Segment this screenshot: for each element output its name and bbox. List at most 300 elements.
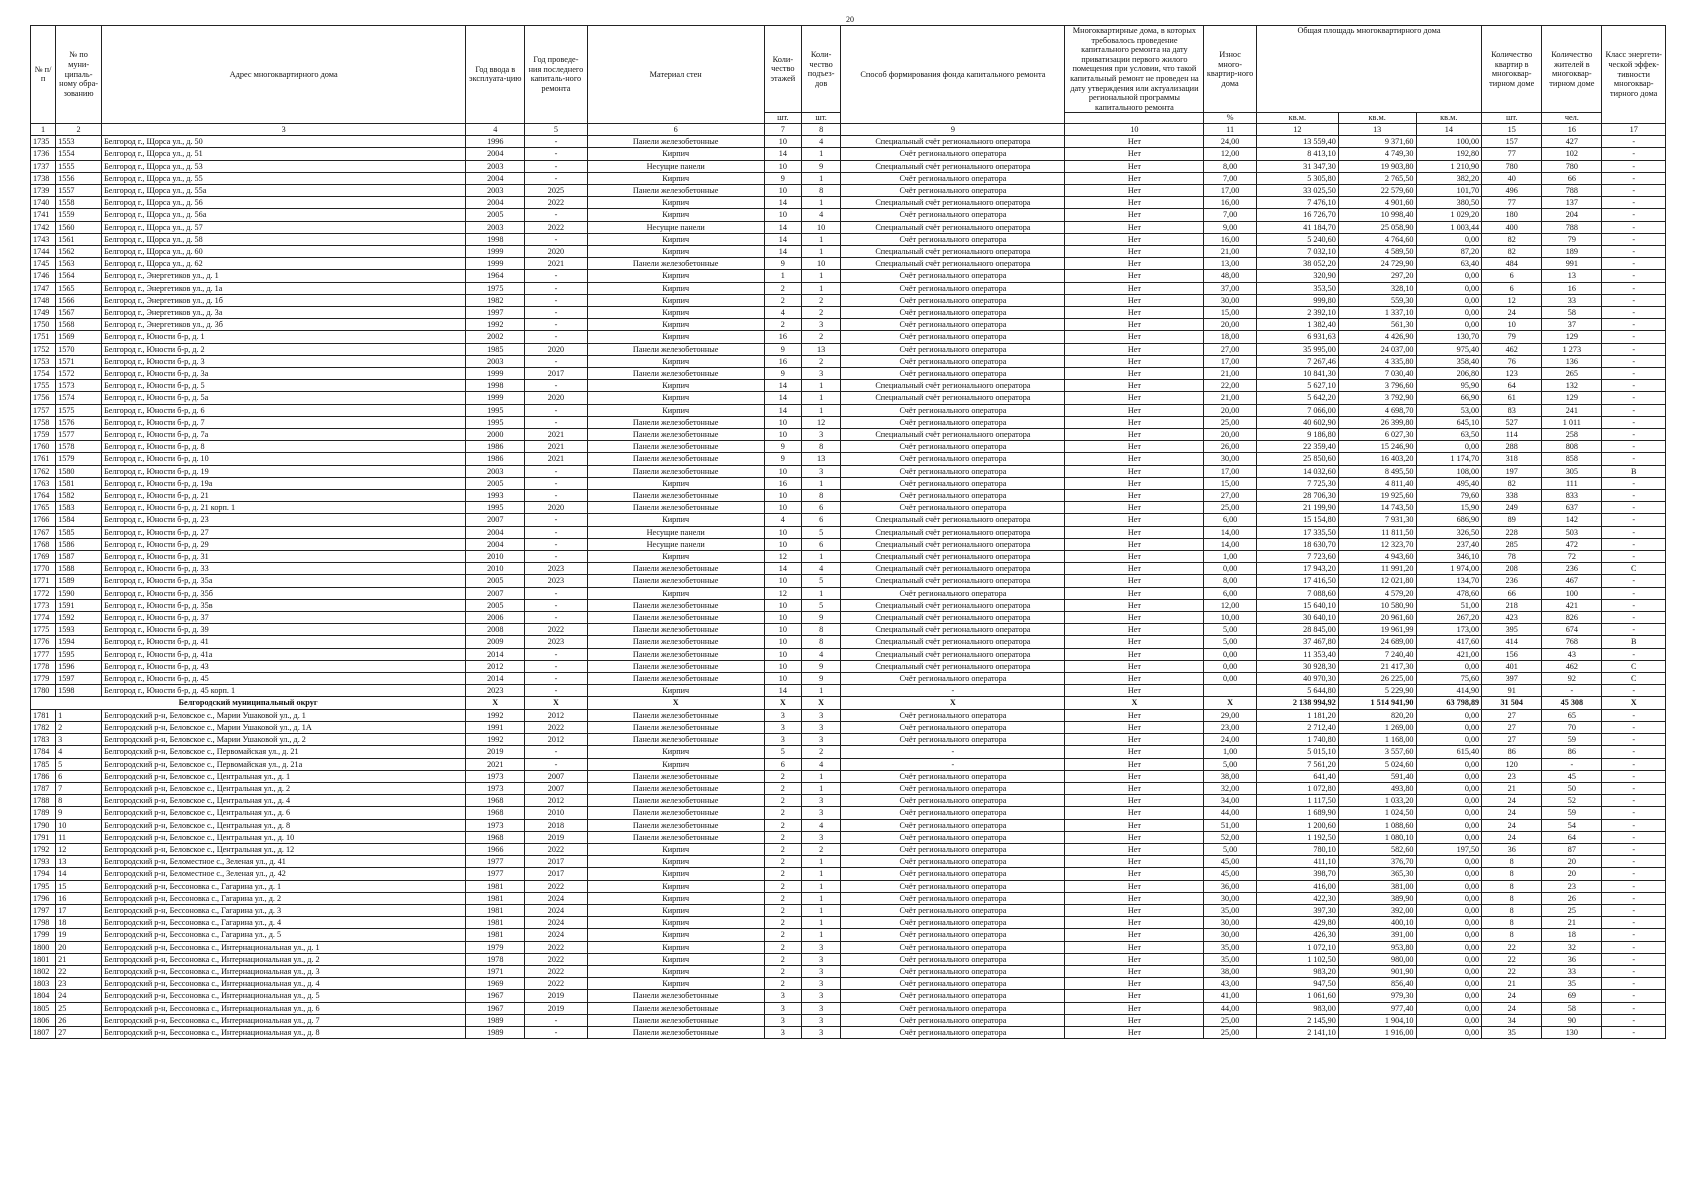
table-cell: 4 943,60 (1338, 551, 1416, 563)
table-cell: - (1602, 306, 1666, 318)
table-cell: 1 192,50 (1256, 831, 1338, 843)
table-cell: 1993 (466, 490, 525, 502)
table-cell: 1996 (466, 136, 525, 148)
table-cell: 3 (801, 965, 840, 977)
table-cell: Белгород г., Щорса ул., д. 51 (102, 148, 466, 160)
table-cell: 1 (801, 380, 840, 392)
table-cell: 25,00 (1204, 1026, 1256, 1038)
table-cell: 4 764,60 (1338, 233, 1416, 245)
table-cell: 23,00 (1204, 721, 1256, 733)
table-cell: Белгородский р-н, Бессоновка с., Интернациональная ул., д. 8 (102, 1026, 466, 1038)
table-cell: Несущие панели (587, 526, 764, 538)
table-cell: Белгород г., Щорса ул., д. 53 (102, 160, 466, 172)
table-cell: Нет (1065, 734, 1204, 746)
table-row (31, 392, 1666, 404)
table-row (31, 429, 1666, 441)
table-cell: - (1602, 197, 1666, 209)
table-cell: Кирпич (587, 758, 764, 770)
table-cell: 58 (1542, 1002, 1602, 1014)
table-cell: 10 (764, 160, 801, 172)
table-cell: 10 (764, 648, 801, 660)
table-cell: 2 (764, 929, 801, 941)
table-cell: 478,60 (1416, 587, 1482, 599)
table-cell: 1738 (31, 172, 56, 184)
table-cell: - (525, 685, 587, 697)
table-cell: - (1602, 245, 1666, 257)
table-cell: - (1602, 1014, 1666, 1026)
table-cell: 2022 (525, 624, 587, 636)
table-cell: 0,00 (1204, 673, 1256, 685)
table-cell: 2 (764, 843, 801, 855)
table-cell: 19 925,60 (1338, 490, 1416, 502)
table-row (31, 624, 1666, 636)
table-cell: 1981 (466, 880, 525, 892)
table-cell: 1971 (466, 965, 525, 977)
table-cell: Нет (1065, 636, 1204, 648)
table-cell: 285 (1482, 538, 1542, 550)
table-cell: 63,40 (1416, 258, 1482, 270)
table-cell: 2023 (525, 575, 587, 587)
table-cell: Нет (1065, 209, 1204, 221)
table-cell: 5 (801, 599, 840, 611)
table-cell: 3 (764, 709, 801, 721)
table-cell: - (1602, 758, 1666, 770)
table-cell: Кирпич (587, 514, 764, 526)
table-cell: 2017 (525, 868, 587, 880)
table-cell: 12,00 (1204, 148, 1256, 160)
header-fund-method: Способ формирования фонда капитального ремонта (841, 26, 1065, 124)
table-cell: Нет (1065, 172, 1204, 184)
table-cell: 34,00 (1204, 795, 1256, 807)
table-cell: Белгород г., Юности б-р, д. 23 (102, 514, 466, 526)
table-cell: 1 029,20 (1416, 209, 1482, 221)
table-cell: 1975 (466, 282, 525, 294)
table-cell: - (525, 233, 587, 245)
table-cell: 61 (1482, 392, 1542, 404)
table-cell: - (525, 587, 587, 599)
table-cell: Панели железобетонные (587, 709, 764, 721)
table-cell: Счёт регионального оператора (841, 306, 1065, 318)
table-cell: 22 (1482, 965, 1542, 977)
table-cell: 9,00 (1204, 221, 1256, 233)
table-cell: Панели железобетонные (587, 782, 764, 794)
table-cell: 5,00 (1204, 624, 1256, 636)
table-cell: 40 602,90 (1256, 416, 1338, 428)
table-cell: Нет (1065, 355, 1204, 367)
table-cell: 2 (801, 746, 840, 758)
summary-cell: Х (1065, 697, 1204, 709)
table-cell: Панели железобетонные (587, 599, 764, 611)
header-area-group: Общая площадь многоквартирного дома (1256, 26, 1481, 113)
table-cell: 11 353,40 (1256, 648, 1338, 660)
table-cell: 1 174,70 (1416, 453, 1482, 465)
table-cell: 59 (1542, 734, 1602, 746)
table-cell: 1784 (31, 746, 56, 758)
table-cell: Счёт регионального оператора (841, 172, 1065, 184)
table-cell: 6 (764, 758, 801, 770)
table-cell: 1 689,90 (1256, 807, 1338, 819)
table-cell: 6 (801, 502, 840, 514)
table-cell: 41,00 (1204, 990, 1256, 1002)
table-cell: Белгородский р-н, Беловское с., Центральная ул., д. 4 (102, 795, 466, 807)
table-cell: 1995 (466, 404, 525, 416)
table-cell: 2020 (525, 343, 587, 355)
table-cell: Нет (1065, 673, 1204, 685)
table-cell: Белгородский р-н, Бессоновка с., Интернациональная ул., д. 4 (102, 978, 466, 990)
table-cell: 2024 (525, 892, 587, 904)
table-cell: 16 (764, 355, 801, 367)
table-cell: 1999 (466, 245, 525, 257)
table-cell: 2019 (466, 746, 525, 758)
table-cell: 1768 (31, 538, 56, 550)
table-cell: 21 (56, 953, 102, 965)
table-cell: 674 (1542, 624, 1602, 636)
table-cell: 20 (1542, 868, 1602, 880)
table-cell: Панели железобетонные (587, 795, 764, 807)
table-cell: 4 589,50 (1338, 245, 1416, 257)
summary-cell: Х (587, 697, 764, 709)
table-cell: 1999 (466, 258, 525, 270)
table-cell: 8 (1482, 880, 1542, 892)
table-cell: - (525, 148, 587, 160)
table-cell: Счёт регионального оператора (841, 319, 1065, 331)
table-cell: - (525, 294, 587, 306)
table-cell: 28 706,30 (1256, 490, 1338, 502)
table-cell: 2 (764, 831, 801, 843)
table-cell: 137 (1542, 197, 1602, 209)
table-cell: Белгород г., Щорса ул., д. 55 (102, 172, 466, 184)
table-cell: 395 (1482, 624, 1542, 636)
table-cell: 8 (801, 624, 840, 636)
table-cell: 2023 (466, 685, 525, 697)
table-cell: 10 (1482, 319, 1542, 331)
table-cell: Счёт регионального оператора (841, 331, 1065, 343)
table-cell: 38,00 (1204, 965, 1256, 977)
table-cell: 833 (1542, 490, 1602, 502)
table-cell: 1 088,60 (1338, 819, 1416, 831)
table-cell: Нет (1065, 245, 1204, 257)
table-row (31, 490, 1666, 502)
table-cell: - (525, 526, 587, 538)
table-cell: 6 (56, 770, 102, 782)
table-cell: 305 (1542, 465, 1602, 477)
table-cell: 0,00 (1416, 782, 1482, 794)
table-cell: Нет (1065, 807, 1204, 819)
table-cell: 17 (56, 904, 102, 916)
table-cell: 6 (801, 538, 840, 550)
table-cell: 1788 (31, 795, 56, 807)
table-cell: 1554 (56, 148, 102, 160)
table-cell: 10 (764, 636, 801, 648)
table-row (31, 807, 1666, 819)
table-cell: 8 (1482, 856, 1542, 868)
table-cell: 2 (801, 294, 840, 306)
table-cell: 10 998,40 (1338, 209, 1416, 221)
table-cell: 2 392,10 (1256, 306, 1338, 318)
table-cell: 10 (764, 209, 801, 221)
table-cell: Счёт регионального оператора (841, 880, 1065, 892)
table-cell: Кирпич (587, 294, 764, 306)
table-cell: Нет (1065, 563, 1204, 575)
table-cell: 12,00 (1204, 599, 1256, 611)
table-cell: 86 (1542, 746, 1602, 758)
table-cell: Кирпич (587, 929, 764, 941)
table-row (31, 868, 1666, 880)
table-cell: 5 015,10 (1256, 746, 1338, 758)
column-number: 9 (841, 123, 1065, 135)
table-cell: 9 (764, 172, 801, 184)
table-cell: 1576 (56, 416, 102, 428)
table-cell: 2002 (466, 331, 525, 343)
table-cell: Специальный счёт регионального оператора (841, 160, 1065, 172)
table-cell: 8 413,10 (1256, 148, 1338, 160)
table-cell: 979,30 (1338, 990, 1416, 1002)
table-cell: 82 (1482, 477, 1542, 489)
table-cell: Белгород г., Юности б-р, д. 37 (102, 612, 466, 624)
table-cell: Нет (1065, 294, 1204, 306)
table-cell: 3 (764, 721, 801, 733)
table-cell: 2021 (525, 258, 587, 270)
table-cell: 4 (764, 514, 801, 526)
table-row (31, 734, 1666, 746)
table-cell: 132 (1542, 380, 1602, 392)
table-cell: Нет (1065, 380, 1204, 392)
table-cell: 1591 (56, 599, 102, 611)
table-cell: 1589 (56, 575, 102, 587)
table-cell: 2 (764, 782, 801, 794)
table-cell: 2 (764, 319, 801, 331)
table-cell: Счёт регионального оператора (841, 209, 1065, 221)
table-cell: 1578 (56, 441, 102, 453)
table-cell: 0,00 (1416, 709, 1482, 721)
table-cell: 6 027,30 (1338, 429, 1416, 441)
table-cell: 24 (1482, 795, 1542, 807)
table-cell: 411,10 (1256, 856, 1338, 868)
table-cell: Кирпич (587, 306, 764, 318)
table-cell: 4 (801, 563, 840, 575)
table-row (31, 184, 1666, 196)
table-cell: - (1602, 343, 1666, 355)
table-cell: Белгородский р-н, Беловское с., Центральная ул., д. 12 (102, 843, 466, 855)
table-cell: 14 (764, 392, 801, 404)
table-row (31, 1002, 1666, 1014)
table-cell: - (1602, 282, 1666, 294)
table-cell: 50 (1542, 782, 1602, 794)
table-cell: - (1602, 843, 1666, 855)
table-cell: 338 (1482, 490, 1542, 502)
table-cell: 45,00 (1204, 868, 1256, 880)
table-cell: 9 (801, 160, 840, 172)
table-cell: 3 (56, 734, 102, 746)
table-cell: Белгород г., Энергетиков ул., д. 1а (102, 282, 466, 294)
table-cell: 416,00 (1256, 880, 1338, 892)
table-cell: Белгород г., Юности б-р, д. 3 (102, 355, 466, 367)
table-cell: 1 (801, 770, 840, 782)
table-cell: 1992 (466, 709, 525, 721)
table-row (31, 258, 1666, 270)
table-cell: - (525, 209, 587, 221)
table-cell: - (1602, 978, 1666, 990)
table-cell: 197 (1482, 465, 1542, 477)
table-row (31, 843, 1666, 855)
table-cell: 7 725,30 (1256, 477, 1338, 489)
table-cell: 14 (764, 563, 801, 575)
table-row (31, 795, 1666, 807)
header-floors: Коли-чество этажей (764, 26, 801, 113)
table-cell: 1740 (31, 197, 56, 209)
table-cell: 36,00 (1204, 880, 1256, 892)
table-row (31, 270, 1666, 282)
table-cell: 1798 (31, 917, 56, 929)
table-cell: - (525, 465, 587, 477)
table-cell: Нет (1065, 685, 1204, 697)
table-cell: 1574 (56, 392, 102, 404)
table-cell: 21 (1482, 782, 1542, 794)
table-row (31, 136, 1666, 148)
table-cell: - (525, 1026, 587, 1038)
table-cell: 7 088,60 (1256, 587, 1338, 599)
table-cell: 10 (764, 538, 801, 550)
table-cell: - (1602, 770, 1666, 782)
table-cell: - (525, 599, 587, 611)
table-cell: Белгород г., Энергетиков ул., д. 3а (102, 306, 466, 318)
table-cell: Счёт регионального оператора (841, 721, 1065, 733)
table-cell: 641,40 (1256, 770, 1338, 782)
table-cell: 2012 (525, 795, 587, 807)
table-cell: 31 347,30 (1256, 160, 1338, 172)
table-cell: 0,00 (1416, 917, 1482, 929)
table-header (31, 26, 1666, 124)
summary-cell: 63 798,89 (1416, 697, 1482, 709)
table-cell: 236 (1542, 563, 1602, 575)
table-cell: 86 (1482, 746, 1542, 758)
table-row (31, 953, 1666, 965)
table-cell: 8 (1482, 868, 1542, 880)
table-cell: 382,20 (1416, 172, 1482, 184)
table-cell: 4 (801, 648, 840, 660)
table-cell: Нет (1065, 368, 1204, 380)
table-cell: Нет (1065, 392, 1204, 404)
table-cell: 400 (1482, 221, 1542, 233)
table-cell: Кирпич (587, 477, 764, 489)
table-cell: 1992 (466, 319, 525, 331)
table-cell: 1787 (31, 782, 56, 794)
table-cell: 0,00 (1416, 831, 1482, 843)
table-cell: 1597 (56, 673, 102, 685)
table-cell: Нет (1065, 1002, 1204, 1014)
table-cell: 1746 (31, 270, 56, 282)
table-cell: 1,00 (1204, 746, 1256, 758)
table-cell: 12 021,80 (1338, 575, 1416, 587)
table-cell: 1 102,50 (1256, 953, 1338, 965)
table-cell: Счёт регионального оператора (841, 416, 1065, 428)
table-cell: Панели железобетонные (587, 453, 764, 465)
table-cell: 40 (1482, 172, 1542, 184)
table-cell: 365,30 (1338, 868, 1416, 880)
table-cell: 6 931,63 (1256, 331, 1338, 343)
table-cell: 397 (1482, 673, 1542, 685)
table-cell: 12 (801, 416, 840, 428)
table-cell: 0,00 (1416, 721, 1482, 733)
table-cell: 33 (1542, 294, 1602, 306)
table-cell: 1 (801, 551, 840, 563)
table-cell: 0,00 (1416, 953, 1482, 965)
table-cell: 1567 (56, 306, 102, 318)
table-cell: 901,90 (1338, 965, 1416, 977)
table-cell: 189 (1542, 245, 1602, 257)
table-cell: 37 (1542, 319, 1602, 331)
table-cell: 10 (764, 416, 801, 428)
table-cell: Белгород г., Юности б-р, д. 41 (102, 636, 466, 648)
table-cell: 582,60 (1338, 843, 1416, 855)
table-cell: 5 024,60 (1338, 758, 1416, 770)
table-cell: 52,00 (1204, 831, 1256, 843)
table-cell: Счёт регионального оператора (841, 856, 1065, 868)
table-cell: 1981 (466, 892, 525, 904)
table-cell: Специальный счёт регионального оператора (841, 612, 1065, 624)
table-cell: 3 (801, 319, 840, 331)
table-cell: - (525, 477, 587, 489)
table-cell: 4 698,70 (1338, 404, 1416, 416)
table-cell: 2005 (466, 477, 525, 489)
table-cell: 1964 (466, 270, 525, 282)
table-cell: 192,80 (1416, 148, 1482, 160)
table-cell: 1998 (466, 380, 525, 392)
table-cell: - (1602, 502, 1666, 514)
table-cell: - (1602, 624, 1666, 636)
table-row (31, 477, 1666, 489)
table-cell: 66 (1482, 587, 1542, 599)
table-cell: 1573 (56, 380, 102, 392)
table-cell: 1556 (56, 172, 102, 184)
table-cell: 101,70 (1416, 184, 1482, 196)
table-cell: 10 (764, 465, 801, 477)
table-row (31, 917, 1666, 929)
header-repair-required: Многоквартирные дома, в которых требовалось проведение капитального ремонта на дату приватизации первого жилого помещения при условии, что такой капитальный ремонт не проведен на дату утверждения или актуализации региональной программы капитального ремонта (1065, 26, 1204, 113)
table-cell: 64 (1542, 831, 1602, 843)
table-cell: 8 (801, 441, 840, 453)
table-row (31, 965, 1666, 977)
table-cell: 3 (801, 734, 840, 746)
table-cell: 77 (1482, 197, 1542, 209)
table-cell: 1764 (31, 490, 56, 502)
table-cell: 25,00 (1204, 1014, 1256, 1026)
table-cell: - (1602, 965, 1666, 977)
table-cell: - (1602, 172, 1666, 184)
table-cell: 66 (1542, 172, 1602, 184)
table-cell: Нет (1065, 929, 1204, 941)
table-cell: 17 335,50 (1256, 526, 1338, 538)
unit-wear: % (1204, 113, 1256, 124)
table-cell: 1967 (466, 1002, 525, 1014)
table-cell: 975,40 (1416, 343, 1482, 355)
table-cell: 2 (764, 965, 801, 977)
table-cell: 2008 (466, 624, 525, 636)
table-cell: Нет (1065, 917, 1204, 929)
table-cell: - (1602, 819, 1666, 831)
table-cell: 2 (801, 331, 840, 343)
table-cell: - (1602, 258, 1666, 270)
table-cell: 1739 (31, 184, 56, 196)
table-cell: Кирпич (587, 209, 764, 221)
table-cell: Счёт регионального оператора (841, 831, 1065, 843)
table-cell: 108,00 (1416, 465, 1482, 477)
table-cell: 2 (764, 807, 801, 819)
table-cell: 1593 (56, 624, 102, 636)
table-cell: - (841, 685, 1065, 697)
table-cell: 2 (801, 306, 840, 318)
table-cell: - (1602, 709, 1666, 721)
